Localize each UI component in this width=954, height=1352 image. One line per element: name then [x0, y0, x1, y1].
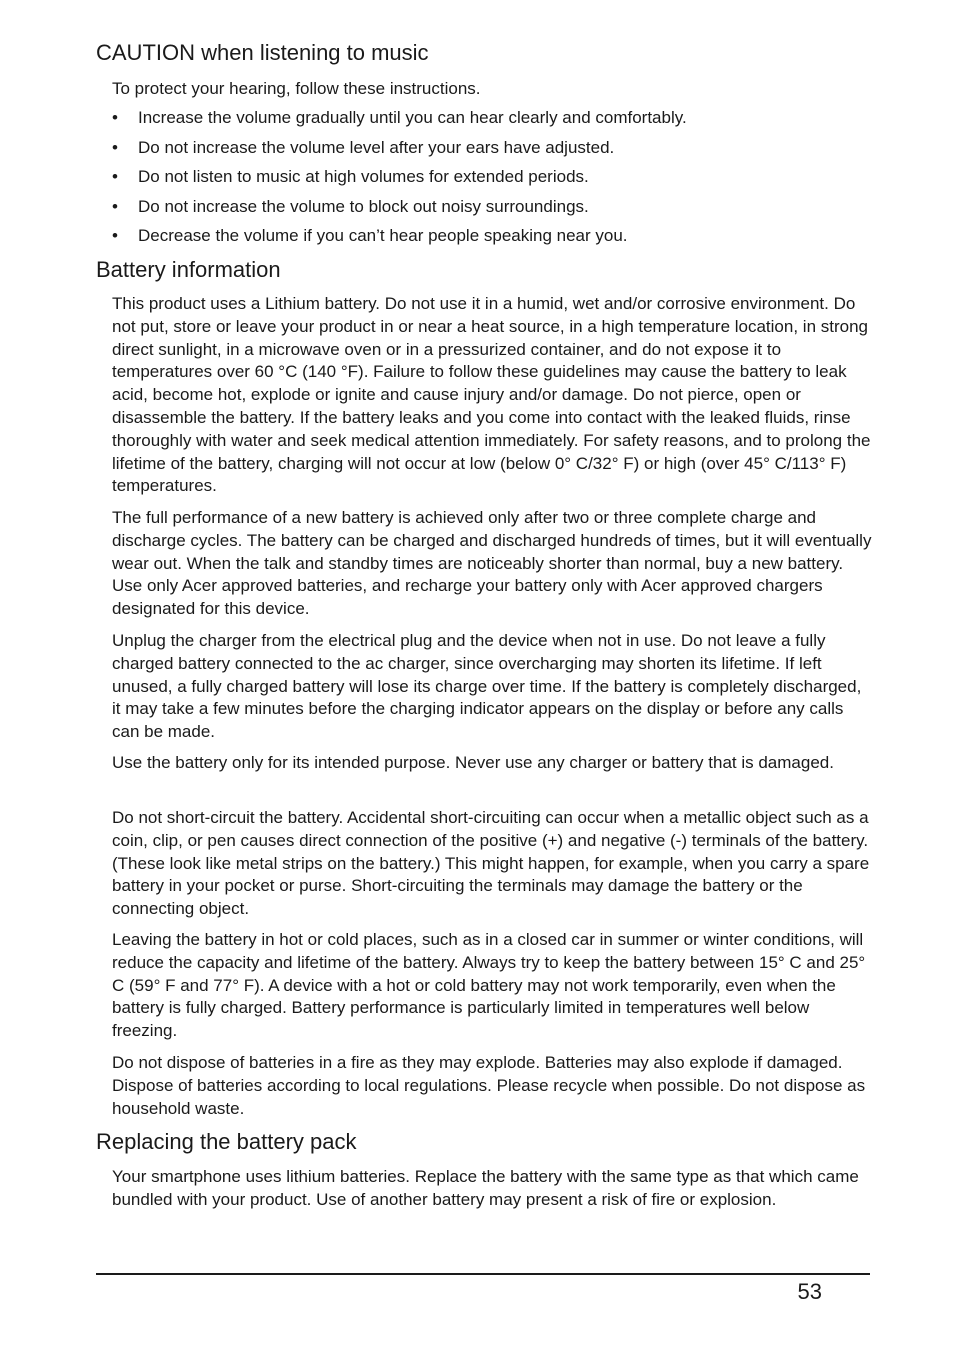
caution-bullet-list [112, 107, 872, 255]
caution-bullet-item [112, 225, 872, 255]
battery-paragraph: The full performance of a new battery is achieved only after two or three complete charge and discharge cycles. The battery can be charged and discharged hundreds of times, but it will eventually wear out. When the talk and standby times are noticeably shorter than normal, buy a new battery. Use only Acer approved batteries, and recharge your battery only with Acer approved chargers designated for this device. [112, 508, 872, 619]
caution-bullet-item [112, 107, 872, 137]
battery-paragraph: Do not dispose of batteries in a fire as they may explode. Batteries may also explode if damaged. Dispose of batteries according to local regulations. Please recycle when possible. Do not dispose as household waste. [112, 1053, 866, 1118]
caution-heading: CAUTION when listening to music [96, 40, 429, 65]
bullet-marker: • [112, 108, 118, 127]
footer-divider [96, 1273, 870, 1275]
caution-bullet-text: Do not listen to music at high volumes for extended periods. [138, 167, 589, 187]
battery-paragraph: Unplug the charger from the electrical plug and the device when not in use. Do not leave a fully charged battery connected to the ac charger, since overcharging may shorten its lifetime. If left unused, a fully charged battery will lose its charge over time. If the battery is completely discharged, it may take a few minutes before the charging indicator appears on the display or before any calls can be made. [112, 631, 862, 742]
caution-bullet-text: Do not increase the volume to block out noisy surroundings. [138, 196, 589, 216]
bullet-marker: • [112, 196, 118, 216]
caution-bullet-item [112, 137, 872, 167]
battery-paragraph: Use the battery only for its intended purpose. Never use any charger or battery that is damaged. [112, 753, 834, 772]
page-number: 53 [797, 1279, 822, 1304]
bullet-marker: • [112, 137, 118, 157]
battery-heading: Battery information [96, 257, 281, 282]
bullet-marker: • [112, 167, 118, 187]
battery-paragraph: Leaving the battery in hot or cold places, such as in a closed car in summer or winter conditions, will reduce the capacity and lifetime of the battery. Always try to keep the battery between 15° C and 25° C (59° F and 77° F). A device with a hot or cold battery may not work temporarily, even when the battery is fully charged. Battery performance is particularly limited in temperatures well below freezing. [112, 930, 866, 1041]
caution-bullet-item [112, 196, 872, 226]
caution-bullet-item [112, 166, 872, 196]
bullet-marker: • [112, 226, 118, 246]
replacing-heading: Replacing the battery pack [96, 1129, 357, 1154]
caution-bullet-text: Decrease the volume if you can’t hear people speaking near you. [138, 226, 628, 246]
caution-bullet-text: Increase the volume gradually until you can hear clearly and comfortably. [138, 108, 687, 127]
caution-intro: To protect your hearing, follow these instructions. [112, 79, 481, 98]
battery-paragraph: Do not short-circuit the battery. Accidental short-circuiting can occur when a metallic object such as a coin, clip, or pen causes direct connection of the positive (+) and negative (-) terminals of the battery. (These look like metal strips on the battery.) This might happen, for example, when you carry a spare battery in your pocket or purse. Short-circuiting the terminals may damage the battery or the connecting object. [112, 808, 870, 919]
battery-paragraph: This product uses a Lithium battery. Do not use it in a humid, wet and/or corrosive environment. Do not put, store or leave your product in or near a heat source, in a high temperature location, in strong direct sunlight, in a microwave oven or in a pressurized container, and do not expose it to temperatures over 60 °C (140 °F). Failure to follow these guidelines may cause the battery to leak acid, become hot, explode or ignite and cause injury and/or damage. Do not pierce, open or disassemble the battery. If the battery leaks and you come into contact with the leaked fluids, rinse thoroughly with water and seek medical attention immediately. For safety reasons, and to prolong the lifetime of the battery, charging will not occur at low (below 0° C/32° F) or high (over 45° C/113° F) temperatures. [112, 294, 871, 496]
caution-bullet-text: Do not increase the volume level after your ears have adjusted. [138, 137, 615, 157]
replacing-paragraph: Your smartphone uses lithium batteries. Replace the battery with the same type as that which came bundled with your product. Use of another battery may present a risk of fire or explosion. [112, 1167, 859, 1209]
